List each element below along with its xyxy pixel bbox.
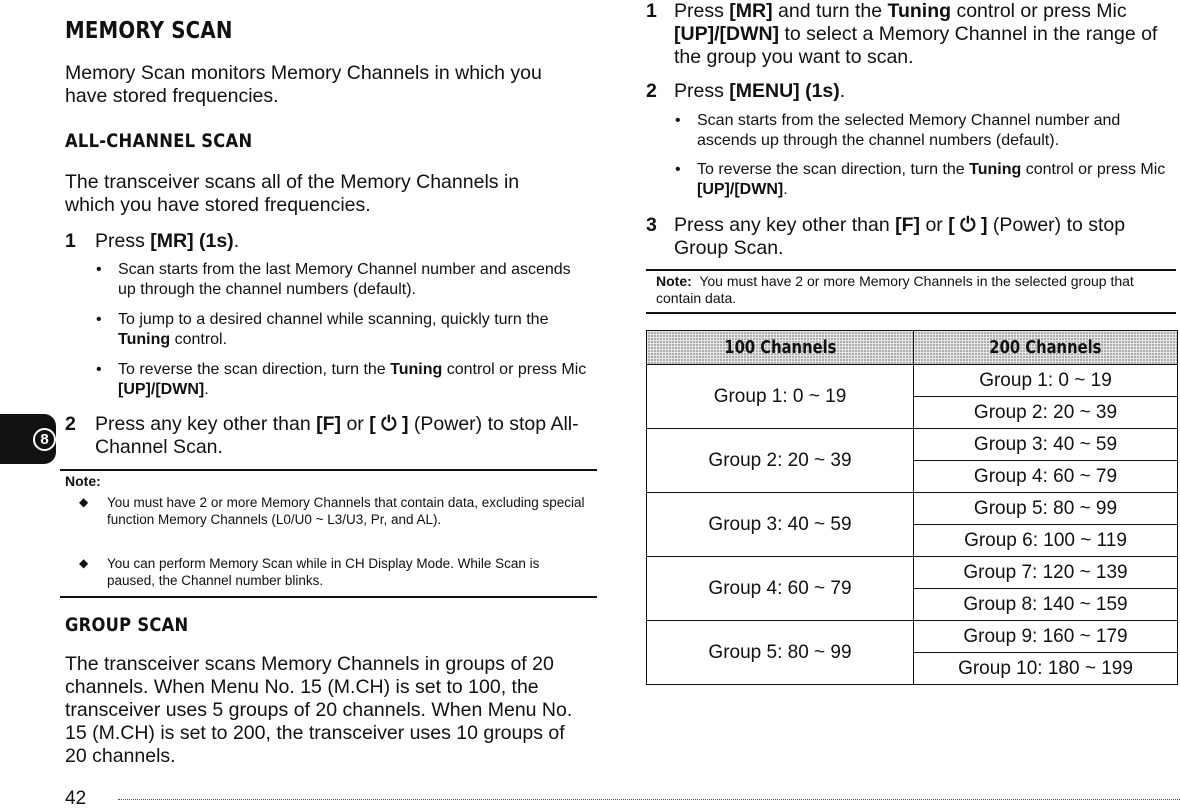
- all-channel-scan-heading: ALL-CHANNEL SCAN: [65, 130, 253, 152]
- table-row: [647, 557, 1178, 589]
- step-text: and turn the: [772, 0, 888, 22]
- group-scan-description: The transceiver scans Memory Channels in groups of 20 channels. When Menu No. 15 (M.CH) is set to 100, the transceiver uses 5 groups of 20 channels. When Menu No. 15 (M.CH) is set to 200, the transceiver uses 10 groups of 20 channels.: [65, 653, 573, 767]
- group-100-cell: Group 3: 40 ~ 59: [647, 493, 914, 557]
- bullet-text: To jump to a desired channel while scanning, quickly turn the: [118, 311, 549, 328]
- group-200-cell: Group 1: 0 ~ 19: [914, 365, 1178, 397]
- key-label: [MR] (1s): [150, 230, 234, 252]
- bullet-bold: Tuning: [118, 331, 171, 348]
- note-top-rule: [60, 469, 597, 471]
- step-text: (Power) to stop Group Scan.: [674, 214, 1126, 259]
- diamond-bullet-icon: ◆: [79, 556, 89, 570]
- step-text: Press: [674, 80, 730, 102]
- note-item-1: [79, 494, 589, 528]
- bullet-text: To reverse the scan direction, turn the: [118, 361, 391, 378]
- step-3-group: [646, 214, 1176, 260]
- step-text-end: .: [233, 230, 240, 252]
- step-text: Press: [95, 230, 151, 252]
- bullet-dot: •: [675, 112, 681, 129]
- group-200-cell: Group 3: 40 ~ 59: [914, 429, 1178, 461]
- step-number: 1: [646, 0, 657, 22]
- group-200-cell: Group 5: 80 ~ 99: [914, 493, 1178, 525]
- step-2-all-channel: [65, 413, 590, 459]
- intro-paragraph: Memory Scan monitors Memory Channels in which you have stored frequencies.: [65, 62, 542, 107]
- group-100-cell: Group 2: 20 ~ 39: [647, 429, 914, 493]
- group-scan-heading: GROUP SCAN: [65, 614, 189, 636]
- note-label: Note:: [656, 273, 692, 289]
- all-channel-description: The transceiver scans all of the Memory Channels in which you have stored frequencies.: [65, 171, 520, 216]
- group-note-top-rule: [646, 269, 1176, 271]
- step-text: Press any key other than: [674, 214, 896, 236]
- group-100-cell: Group 4: 60 ~ 79: [647, 557, 914, 621]
- step-1-group: [646, 0, 1176, 69]
- key-label: [F]: [895, 214, 921, 236]
- chapter-number: 8: [33, 428, 56, 451]
- key-label: [UP]/[DWN]: [674, 23, 780, 45]
- step-2-group: [646, 80, 1176, 103]
- bullet-bold: [UP]/[DWN]: [697, 181, 784, 198]
- header-100-channels: 100 Channels: [647, 331, 914, 365]
- bullet-text: To reverse the scan direction, turn the: [697, 161, 970, 178]
- diamond-bullet-icon: ◆: [79, 495, 89, 509]
- bullet-dot: •: [675, 161, 681, 178]
- group-note: [656, 273, 1166, 307]
- group-200-cell: Group 9: 160 ~ 179: [914, 621, 1178, 653]
- group-note-bottom-rule: [646, 312, 1176, 314]
- bullet-text: Scan starts from the last Memory Channel number and ascends up through the channel numbers (default).: [118, 261, 571, 298]
- group-200-cell: Group 10: 180 ~ 199: [914, 653, 1178, 685]
- note-text: You must have 2 or more Memory Channels that contain data, excluding special function Memory Channels (L0/U0 ~ L3/U3, Pr, and AL).: [107, 495, 585, 527]
- table-row: [647, 365, 1178, 397]
- group-200-cell: Group 8: 140 ~ 159: [914, 589, 1178, 621]
- bullet-text: .: [783, 181, 788, 198]
- step-text: Press any key other than: [95, 413, 317, 435]
- header-200-channels: 200 Channels: [914, 331, 1178, 365]
- key-label: [MENU] (1s): [729, 80, 840, 102]
- bullet-dot: •: [96, 261, 102, 278]
- bullet-bold: Tuning: [390, 361, 443, 378]
- table-row: [647, 429, 1178, 461]
- group-100-cell: Group 5: 80 ~ 99: [647, 621, 914, 685]
- note-item-2: [79, 555, 589, 589]
- bullet-text: Scan starts from the selected Memory Channel number and ascends up through the channel numbers (default).: [697, 112, 1121, 149]
- table-row: [647, 493, 1178, 525]
- note-bottom-rule: [60, 596, 597, 598]
- note-label: Note:: [65, 473, 101, 489]
- step-text: or: [341, 413, 370, 435]
- step-text: .: [839, 80, 846, 102]
- footer-dotted-rule: [118, 799, 1180, 800]
- note-text: You must have 2 or more Memory Channels in the selected group that contain data.: [656, 273, 1134, 306]
- step-number: 3: [646, 214, 657, 236]
- step-text: control or press Mic: [951, 0, 1127, 22]
- note-text: You can perform Memory Scan while in CH Display Mode. While Scan is paused, the Channel number blinks.: [107, 556, 540, 588]
- page-number: 42: [65, 788, 87, 809]
- step-1-all-channel: [65, 230, 595, 253]
- table-row: [647, 621, 1178, 653]
- bullet-dot: •: [96, 311, 102, 328]
- step-number: 2: [65, 413, 76, 435]
- key-label: [MR]: [729, 0, 773, 22]
- step-number: 1: [65, 230, 76, 252]
- group-200-cell: Group 6: 100 ~ 119: [914, 525, 1178, 557]
- power-key-label: [ ⏻ ]: [369, 413, 409, 435]
- bullet-group-reverse: [675, 160, 1167, 200]
- group-200-cell: Group 2: 20 ~ 39: [914, 397, 1178, 429]
- bullet-dot: •: [96, 361, 102, 378]
- table-header-row: [647, 331, 1178, 365]
- channel-group-table: [646, 330, 1178, 685]
- bullet-text: control or press Mic: [442, 361, 587, 378]
- key-label: [F]: [316, 413, 342, 435]
- chapter-tab: [0, 414, 56, 464]
- page-title: MEMORY SCAN: [65, 18, 233, 44]
- step-text: Press: [674, 0, 730, 22]
- bullet-bold: [UP]/[DWN]: [118, 381, 205, 398]
- step-text: to select a Memory Channel in the range of the group you want to scan.: [674, 23, 1158, 68]
- group-100-cell: Group 1: 0 ~ 19: [647, 365, 914, 429]
- bullet-reverse-direction: [96, 360, 588, 400]
- step-number: 2: [646, 80, 657, 102]
- power-key-label: [ ⏻ ]: [948, 214, 988, 236]
- key-label: Tuning: [887, 0, 952, 22]
- step-text: or: [920, 214, 949, 236]
- bullet-text: control or press Mic: [1021, 161, 1166, 178]
- bullet-jump-channel: [96, 310, 596, 350]
- bullet-group-scan-start: [675, 111, 1167, 151]
- group-200-cell: Group 7: 120 ~ 139: [914, 557, 1178, 589]
- bullet-scan-start: [96, 260, 588, 300]
- bullet-bold: Tuning: [969, 161, 1022, 178]
- bullet-text: control.: [170, 331, 228, 348]
- step-text: (Power) to stop All-Channel Scan.: [95, 413, 579, 458]
- group-200-cell: Group 4: 60 ~ 79: [914, 461, 1178, 493]
- bullet-text: .: [204, 381, 209, 398]
